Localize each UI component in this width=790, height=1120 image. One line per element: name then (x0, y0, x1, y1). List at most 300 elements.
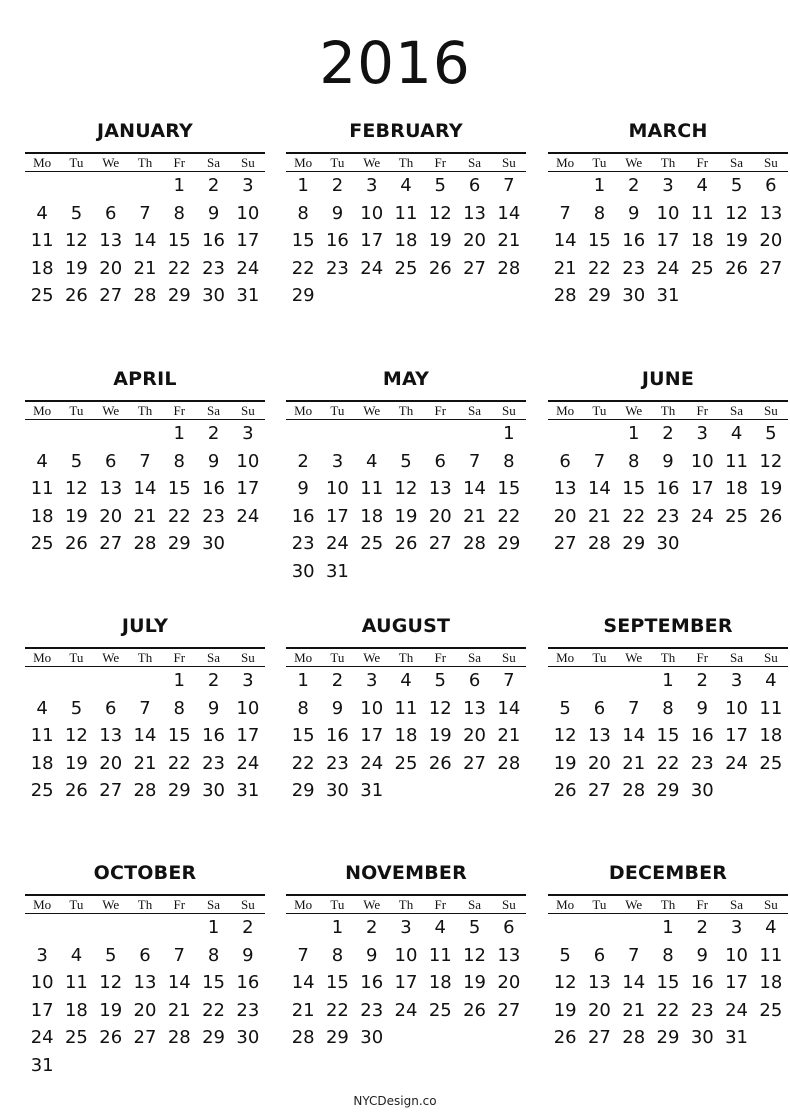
day-cell: 10 (325, 478, 349, 499)
week-row (548, 172, 788, 200)
day-cell: 8 (627, 450, 640, 472)
day-cell: 2 (696, 917, 708, 938)
day-cell: 24 (236, 505, 260, 527)
day-cell: 30 (622, 285, 646, 306)
day-cell: 16 (325, 230, 349, 251)
day-cell: 14 (622, 972, 646, 993)
day-cell: 26 (463, 999, 486, 1021)
weekday-header: Mo (25, 648, 59, 667)
empty-cell (94, 914, 128, 942)
day-cell: 21 (553, 257, 577, 279)
day-cell: 6 (468, 175, 481, 196)
day-cell: 24 (236, 257, 260, 279)
weekday-header: Tu (59, 153, 93, 172)
day-cell: 12 (428, 202, 452, 224)
day-cell: 12 (553, 972, 577, 993)
day-cell: 26 (553, 1027, 577, 1048)
day-cell: 20 (99, 752, 123, 774)
weekday-header: Mo (286, 401, 320, 420)
day-cell: 2 (365, 917, 378, 938)
day-cell: 25 (759, 999, 783, 1021)
empty-cell (548, 172, 582, 200)
empty-cell (286, 420, 320, 448)
day-cell: 15 (656, 725, 680, 746)
day-cell: 5 (70, 450, 83, 472)
day-cell: 13 (587, 972, 611, 993)
empty-cell (423, 282, 457, 310)
day-cell: 5 (70, 202, 83, 224)
day-cell: 14 (497, 202, 521, 224)
day-cell: 22 (167, 257, 191, 279)
weekday-header: Tu (582, 153, 616, 172)
week-row (548, 420, 788, 448)
empty-cell (320, 420, 354, 448)
day-cell: 15 (291, 230, 315, 251)
day-cell: 22 (622, 505, 646, 527)
week-row (286, 503, 526, 531)
day-cell: 4 (36, 202, 48, 224)
day-cell: 21 (622, 999, 646, 1021)
day-cell: 8 (297, 697, 309, 719)
day-cell: 14 (497, 697, 521, 719)
day-cell: 24 (725, 752, 748, 774)
day-cell: 15 (622, 478, 646, 499)
day-cell: 10 (725, 944, 748, 966)
day-cell: 12 (64, 230, 88, 251)
weekday-header: Sa (196, 895, 230, 914)
empty-cell (492, 777, 526, 805)
week-row (286, 695, 526, 723)
day-cell: 9 (207, 450, 220, 472)
month-name: JUNE (641, 368, 695, 390)
day-cell: 28 (463, 533, 486, 554)
day-cell: 27 (463, 257, 486, 279)
week-row (548, 448, 788, 476)
weekday-header: Tu (582, 648, 616, 667)
weekday-header: We (617, 401, 651, 420)
empty-cell (355, 558, 389, 586)
day-cell: 8 (173, 450, 185, 472)
weekday-header: Sa (719, 153, 753, 172)
day-cell: 15 (497, 478, 521, 499)
day-cell: 11 (30, 230, 54, 251)
empty-cell (423, 1024, 457, 1052)
day-cell: 30 (690, 780, 714, 801)
empty-cell (94, 1052, 128, 1080)
weekday-header: We (94, 401, 128, 420)
day-cell: 27 (133, 1027, 157, 1048)
day-cell: 12 (64, 725, 88, 746)
month-day-grid (25, 647, 265, 805)
day-cell: 21 (497, 230, 521, 251)
day-cell: 4 (365, 450, 378, 472)
week-row (25, 722, 265, 750)
day-cell: 8 (662, 697, 674, 719)
week-row (548, 942, 788, 970)
day-cell: 11 (428, 944, 452, 966)
day-cell: 3 (242, 670, 254, 691)
weekday-header: Fr (162, 895, 196, 914)
empty-cell (423, 777, 457, 805)
weekday-header: Fr (162, 648, 196, 667)
empty-cell (582, 914, 616, 942)
empty-cell (59, 420, 93, 448)
weekday-header: Th (128, 648, 162, 667)
empty-cell (59, 914, 93, 942)
weekday-header: We (355, 153, 389, 172)
day-cell: 2 (207, 670, 220, 691)
day-cell: 15 (202, 972, 225, 993)
day-cell: 10 (30, 972, 54, 993)
month-may (286, 366, 526, 585)
month-february (286, 118, 526, 310)
day-cell: 12 (394, 478, 418, 499)
empty-cell (492, 558, 526, 586)
day-cell: 14 (622, 725, 646, 746)
day-cell: 31 (656, 285, 680, 306)
day-cell: 4 (696, 175, 708, 196)
week-row (25, 255, 265, 283)
day-cell: 17 (725, 972, 748, 993)
day-cell: 23 (325, 257, 349, 279)
empty-cell (231, 530, 265, 558)
week-row (25, 282, 265, 310)
day-cell: 27 (553, 533, 577, 554)
day-cell: 19 (64, 257, 88, 279)
week-row (286, 448, 526, 476)
day-cell: 7 (503, 670, 515, 691)
day-cell: 2 (331, 670, 344, 691)
empty-cell (754, 530, 788, 558)
day-cell: 4 (765, 670, 777, 691)
month-name: MAY (382, 368, 430, 390)
empty-cell (685, 282, 719, 310)
day-cell: 26 (725, 257, 748, 279)
weekday-header: Su (492, 895, 526, 914)
empty-cell (162, 1052, 196, 1080)
day-cell: 30 (360, 1027, 384, 1048)
empty-cell (128, 172, 162, 200)
weekday-header: Mo (548, 401, 582, 420)
day-cell: 13 (463, 697, 486, 719)
month-name: APRIL (113, 368, 177, 390)
day-cell: 2 (662, 423, 674, 444)
day-cell: 17 (236, 725, 260, 746)
week-row (25, 172, 265, 200)
day-cell: 6 (593, 944, 606, 966)
empty-cell (754, 1024, 788, 1052)
day-cell: 5 (468, 917, 481, 938)
day-cell: 29 (656, 780, 680, 801)
empty-cell (457, 282, 491, 310)
day-cell: 16 (360, 972, 384, 993)
day-cell: 9 (297, 478, 309, 499)
empty-cell (389, 282, 423, 310)
day-cell: 29 (497, 533, 521, 554)
day-cell: 16 (622, 230, 646, 251)
weekday-header: Th (389, 895, 423, 914)
day-cell: 20 (497, 972, 521, 993)
week-row (25, 695, 265, 723)
day-cell: 17 (325, 505, 349, 527)
day-cell: 11 (360, 478, 384, 499)
week-row (286, 282, 526, 310)
day-cell: 3 (662, 175, 674, 196)
day-cell: 20 (553, 505, 577, 527)
empty-cell (582, 420, 616, 448)
weekday-header: We (617, 153, 651, 172)
day-cell: 19 (394, 505, 418, 527)
day-cell: 10 (656, 202, 680, 224)
empty-cell (754, 777, 788, 805)
day-cell: 14 (133, 230, 157, 251)
empty-cell (94, 172, 128, 200)
week-row (548, 722, 788, 750)
week-row (548, 997, 788, 1025)
empty-cell (492, 1024, 526, 1052)
weekday-header: Sa (457, 153, 491, 172)
empty-cell (25, 914, 59, 942)
day-cell: 5 (434, 175, 446, 196)
weekday-header: We (617, 648, 651, 667)
weekday-header: Mo (548, 895, 582, 914)
day-cell: 20 (759, 230, 783, 251)
weekday-header: We (94, 895, 128, 914)
day-cell: 22 (325, 999, 349, 1021)
day-cell: 19 (64, 505, 88, 527)
day-cell: 20 (463, 230, 486, 251)
year-title: 2016 (319, 29, 471, 97)
day-cell: 13 (99, 478, 123, 499)
day-cell: 28 (167, 1027, 191, 1048)
day-cell: 18 (690, 230, 714, 251)
empty-cell (25, 420, 59, 448)
day-cell: 23 (656, 505, 680, 527)
empty-cell (423, 558, 457, 586)
day-cell: 18 (759, 725, 783, 746)
day-cell: 23 (236, 999, 260, 1021)
week-row (25, 969, 265, 997)
day-cell: 3 (365, 670, 378, 691)
day-cell: 27 (463, 752, 486, 774)
day-cell: 20 (463, 725, 486, 746)
day-cell: 19 (463, 972, 486, 993)
day-cell: 22 (587, 257, 611, 279)
empty-cell (617, 914, 651, 942)
day-cell: 12 (463, 944, 486, 966)
day-cell: 16 (325, 725, 349, 746)
empty-cell (492, 282, 526, 310)
weekday-header: Sa (196, 401, 230, 420)
day-cell: 7 (627, 944, 640, 966)
day-cell: 29 (587, 285, 611, 306)
day-cell: 27 (99, 533, 123, 554)
week-row (25, 997, 265, 1025)
month-day-grid (25, 152, 265, 310)
day-cell: 5 (400, 450, 412, 472)
day-cell: 17 (236, 478, 260, 499)
day-cell: 22 (167, 752, 191, 774)
day-cell: 15 (167, 230, 191, 251)
day-cell: 10 (236, 202, 260, 224)
day-cell: 20 (133, 999, 157, 1021)
empty-cell (59, 1052, 93, 1080)
day-cell: 28 (587, 533, 611, 554)
month-day-grid (548, 647, 788, 805)
day-cell: 3 (365, 175, 378, 196)
day-cell: 11 (30, 725, 54, 746)
month-june (548, 366, 788, 558)
day-cell: 3 (400, 917, 412, 938)
weekday-header: Mo (286, 153, 320, 172)
day-cell: 8 (331, 944, 344, 966)
day-cell: 28 (622, 1027, 646, 1048)
day-cell: 24 (360, 257, 384, 279)
day-cell: 19 (428, 725, 452, 746)
day-cell: 19 (99, 999, 123, 1021)
week-row (286, 997, 526, 1025)
day-cell: 1 (662, 670, 674, 691)
day-cell: 21 (133, 505, 157, 527)
day-cell: 10 (236, 697, 260, 719)
weekday-header: Th (128, 153, 162, 172)
empty-cell (719, 777, 753, 805)
empty-cell (128, 420, 162, 448)
day-cell: 16 (291, 505, 315, 527)
day-cell: 7 (593, 450, 606, 472)
day-cell: 2 (627, 175, 640, 196)
weekday-header: Fr (162, 401, 196, 420)
day-cell: 5 (765, 423, 777, 444)
empty-cell (457, 1024, 491, 1052)
day-cell: 21 (463, 505, 486, 527)
day-cell: 3 (36, 944, 48, 966)
week-row (25, 420, 265, 448)
day-cell: 4 (434, 917, 446, 938)
empty-cell (389, 1024, 423, 1052)
month-day-grid (548, 894, 788, 1052)
day-cell: 30 (202, 533, 225, 554)
day-cell: 27 (497, 999, 521, 1021)
day-cell: 31 (30, 1054, 54, 1076)
day-cell: 23 (325, 752, 349, 774)
week-row (25, 227, 265, 255)
day-cell: 29 (167, 780, 191, 801)
month-day-grid (25, 400, 265, 558)
week-row (286, 172, 526, 200)
weekday-header: Fr (685, 401, 719, 420)
day-cell: 25 (30, 780, 54, 801)
weekday-header: We (355, 401, 389, 420)
day-cell: 22 (497, 505, 521, 527)
week-row (25, 750, 265, 778)
day-cell: 20 (587, 999, 611, 1021)
day-cell: 8 (503, 450, 515, 472)
week-row (286, 558, 526, 586)
day-cell: 7 (139, 697, 151, 719)
day-cell: 18 (759, 972, 783, 993)
day-cell: 15 (167, 478, 191, 499)
empty-cell (719, 530, 753, 558)
day-cell: 6 (559, 450, 571, 472)
day-cell: 2 (696, 670, 708, 691)
day-cell: 15 (325, 972, 349, 993)
day-cell: 25 (759, 752, 783, 774)
day-cell: 23 (690, 752, 714, 774)
weekday-header: Th (128, 401, 162, 420)
day-cell: 22 (202, 999, 225, 1021)
day-cell: 27 (587, 780, 611, 801)
weekday-header: Su (231, 648, 265, 667)
day-cell: 25 (725, 505, 748, 527)
day-cell: 21 (497, 725, 521, 746)
day-cell: 16 (690, 972, 714, 993)
weekday-header: Sa (196, 153, 230, 172)
day-cell: 19 (553, 999, 577, 1021)
day-cell: 12 (725, 202, 748, 224)
day-cell: 26 (759, 505, 783, 527)
day-cell: 29 (167, 533, 191, 554)
weekday-header: Tu (320, 153, 354, 172)
day-cell: 13 (99, 725, 123, 746)
empty-cell (231, 1052, 265, 1080)
empty-cell (128, 667, 162, 695)
day-cell: 10 (360, 697, 384, 719)
week-row (548, 777, 788, 805)
empty-cell (94, 420, 128, 448)
day-cell: 9 (242, 944, 254, 966)
day-cell: 12 (759, 450, 783, 472)
day-cell: 15 (167, 725, 191, 746)
day-cell: 9 (207, 202, 220, 224)
day-cell: 22 (167, 505, 191, 527)
weekday-header: Sa (196, 648, 230, 667)
day-cell: 7 (139, 202, 151, 224)
empty-cell (59, 667, 93, 695)
empty-cell (355, 282, 389, 310)
day-cell: 26 (394, 533, 418, 554)
day-cell: 23 (202, 752, 225, 774)
day-cell: 22 (291, 752, 315, 774)
day-cell: 7 (139, 450, 151, 472)
weekday-header: Su (754, 153, 788, 172)
empty-cell (355, 420, 389, 448)
day-cell: 14 (167, 972, 191, 993)
weekday-header: Tu (320, 895, 354, 914)
empty-cell (286, 914, 320, 942)
day-cell: 1 (593, 175, 606, 196)
day-cell: 2 (242, 917, 254, 938)
empty-cell (320, 282, 354, 310)
empty-cell (423, 420, 457, 448)
week-row (548, 227, 788, 255)
month-name: AUGUST (361, 615, 451, 637)
weekday-header: We (617, 895, 651, 914)
empty-cell (548, 914, 582, 942)
day-cell: 29 (167, 285, 191, 306)
day-cell: 9 (662, 450, 674, 472)
day-cell: 23 (690, 999, 714, 1021)
weekday-header: Fr (685, 153, 719, 172)
day-cell: 24 (360, 752, 384, 774)
day-cell: 27 (99, 285, 123, 306)
day-cell: 13 (133, 972, 157, 993)
day-cell: 6 (139, 944, 151, 966)
weekday-header: Su (492, 648, 526, 667)
day-cell: 18 (725, 478, 748, 499)
day-cell: 14 (553, 230, 577, 251)
empty-cell (457, 558, 491, 586)
